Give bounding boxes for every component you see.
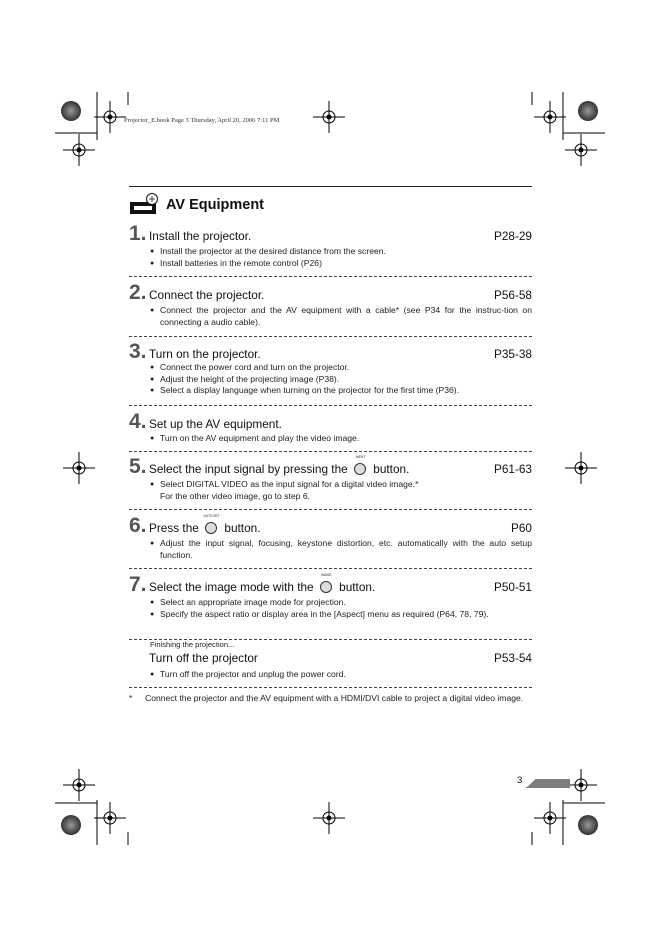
- page-reference: P50-51: [493, 580, 532, 594]
- list-item: ● Connect the power cord and turn on the projector.: [150, 362, 532, 374]
- step-7-heading: [129, 572, 532, 599]
- step-5-extra: For the other video image, go to step 6.: [160, 491, 311, 501]
- divider: [129, 451, 532, 452]
- list-item: ● Adjust the height of the projecting image (P38).: [150, 374, 532, 386]
- divider: [129, 336, 532, 337]
- finishing-note: Finishing the projection...: [150, 640, 235, 649]
- step-2-heading: [129, 281, 532, 307]
- list-item: ● Turn on the AV equipment and play the video image.: [150, 433, 532, 445]
- step-4-bullets: [150, 433, 532, 445]
- registration-dot-icon: [61, 815, 81, 835]
- page-reference: P35-38: [493, 347, 532, 361]
- step-title: Install the projector.: [149, 229, 252, 243]
- button-label: AUTO SET: [203, 513, 220, 518]
- list-item: ● Select DIGITAL VIDEO as the input signal for a digital video image.*: [150, 479, 532, 491]
- step-title: Turn off the projector: [149, 651, 258, 665]
- page-reference: P61-63: [493, 462, 532, 476]
- file-info-header: Projector_E.book Page 3 Thursday, April 20, 2006 7:11 PM: [124, 117, 280, 124]
- step-3-bullets: [150, 362, 532, 397]
- page-reference: P28-29: [493, 229, 532, 243]
- registration-dot-icon: [578, 815, 598, 835]
- divider: [129, 405, 532, 406]
- step-number: 4.: [129, 410, 147, 433]
- step-1-bullets: [150, 246, 532, 269]
- image-button-icon: [319, 573, 334, 593]
- step-5-heading: [129, 454, 532, 481]
- footnote-mark: *: [129, 693, 133, 703]
- button-label: IMAGE: [321, 572, 332, 577]
- step-title-text: Select the input signal by pressing the: [149, 462, 348, 476]
- step-title-text: button.: [373, 462, 410, 476]
- step-5-bullets: [150, 479, 532, 491]
- step-2-bullets: [150, 305, 532, 328]
- step-title-text: Press the: [149, 521, 199, 535]
- divider: [129, 276, 532, 277]
- registration-dot-icon: [578, 101, 598, 121]
- finishing-bullets: [150, 669, 532, 681]
- step-number: 5.: [129, 455, 147, 478]
- input-button-icon: [353, 455, 368, 475]
- footnote-text: Connect the projector and the AV equipment with a HDMI/DVI cable to project a digital video image.: [145, 693, 524, 703]
- finishing-heading: [129, 648, 532, 670]
- divider: [129, 687, 532, 688]
- step-1-heading: [129, 222, 532, 248]
- auto-set-button-icon: [204, 514, 219, 534]
- step-title-text: button.: [224, 521, 261, 535]
- list-item: ● Select a display language when turning on the projector for the first time (P36).: [150, 385, 532, 397]
- page-reference: P56-58: [493, 288, 532, 302]
- list-item: ● Connect the projector and the AV equipment with a cable* (see P34 for the instruc-tion on connecting a audio cable).: [150, 305, 532, 328]
- list-item: ● Install batteries in the remote control (P26): [150, 258, 532, 270]
- registration-dot-icon: [61, 101, 81, 121]
- step-number: 3.: [129, 340, 147, 363]
- page-reference: P60: [511, 521, 532, 535]
- step-title-text: Select the image mode with the: [149, 580, 314, 594]
- button-label: INPUT: [355, 454, 366, 459]
- step-title: [149, 513, 261, 535]
- step-title: Turn on the projector.: [149, 347, 261, 361]
- list-item: ● Install the projector at the desired distance from the screen.: [150, 246, 532, 258]
- list-item: ● Specify the aspect ratio or display area in the [Aspect] menu as required (P64, 78, 79).: [150, 609, 532, 621]
- list-item: ● Turn off the projector and unplug the power cord.: [150, 669, 532, 681]
- page-number: 3: [517, 775, 523, 786]
- footnote: [129, 693, 532, 705]
- list-item: ● Select an appropriate image mode for projection.: [150, 597, 532, 609]
- section-title: AV Equipment: [166, 197, 265, 213]
- step-title: [149, 572, 376, 594]
- step-number: 2.: [129, 281, 147, 304]
- step-number: 7.: [129, 573, 147, 596]
- step-7-bullets: [150, 597, 532, 620]
- page-reference: P53-54: [493, 651, 532, 665]
- divider: [129, 568, 532, 569]
- step-6-bullets: [150, 538, 532, 561]
- section-top-rule: [129, 186, 532, 187]
- step-6-heading: [129, 513, 532, 540]
- step-title: [149, 454, 410, 476]
- av-equipment-icon: [129, 193, 159, 215]
- list-item: ● Adjust the input signal, focusing, keystone distortion, etc. automatically with the auto setup function.: [150, 538, 532, 561]
- step-title: Set up the AV equipment.: [149, 417, 282, 431]
- step-title-text: button.: [339, 580, 376, 594]
- step-title: Connect the projector.: [149, 288, 265, 302]
- divider: [129, 509, 532, 510]
- page-tab-line: [526, 787, 570, 788]
- step-number: 6.: [129, 514, 147, 537]
- step-number: 1.: [129, 222, 147, 245]
